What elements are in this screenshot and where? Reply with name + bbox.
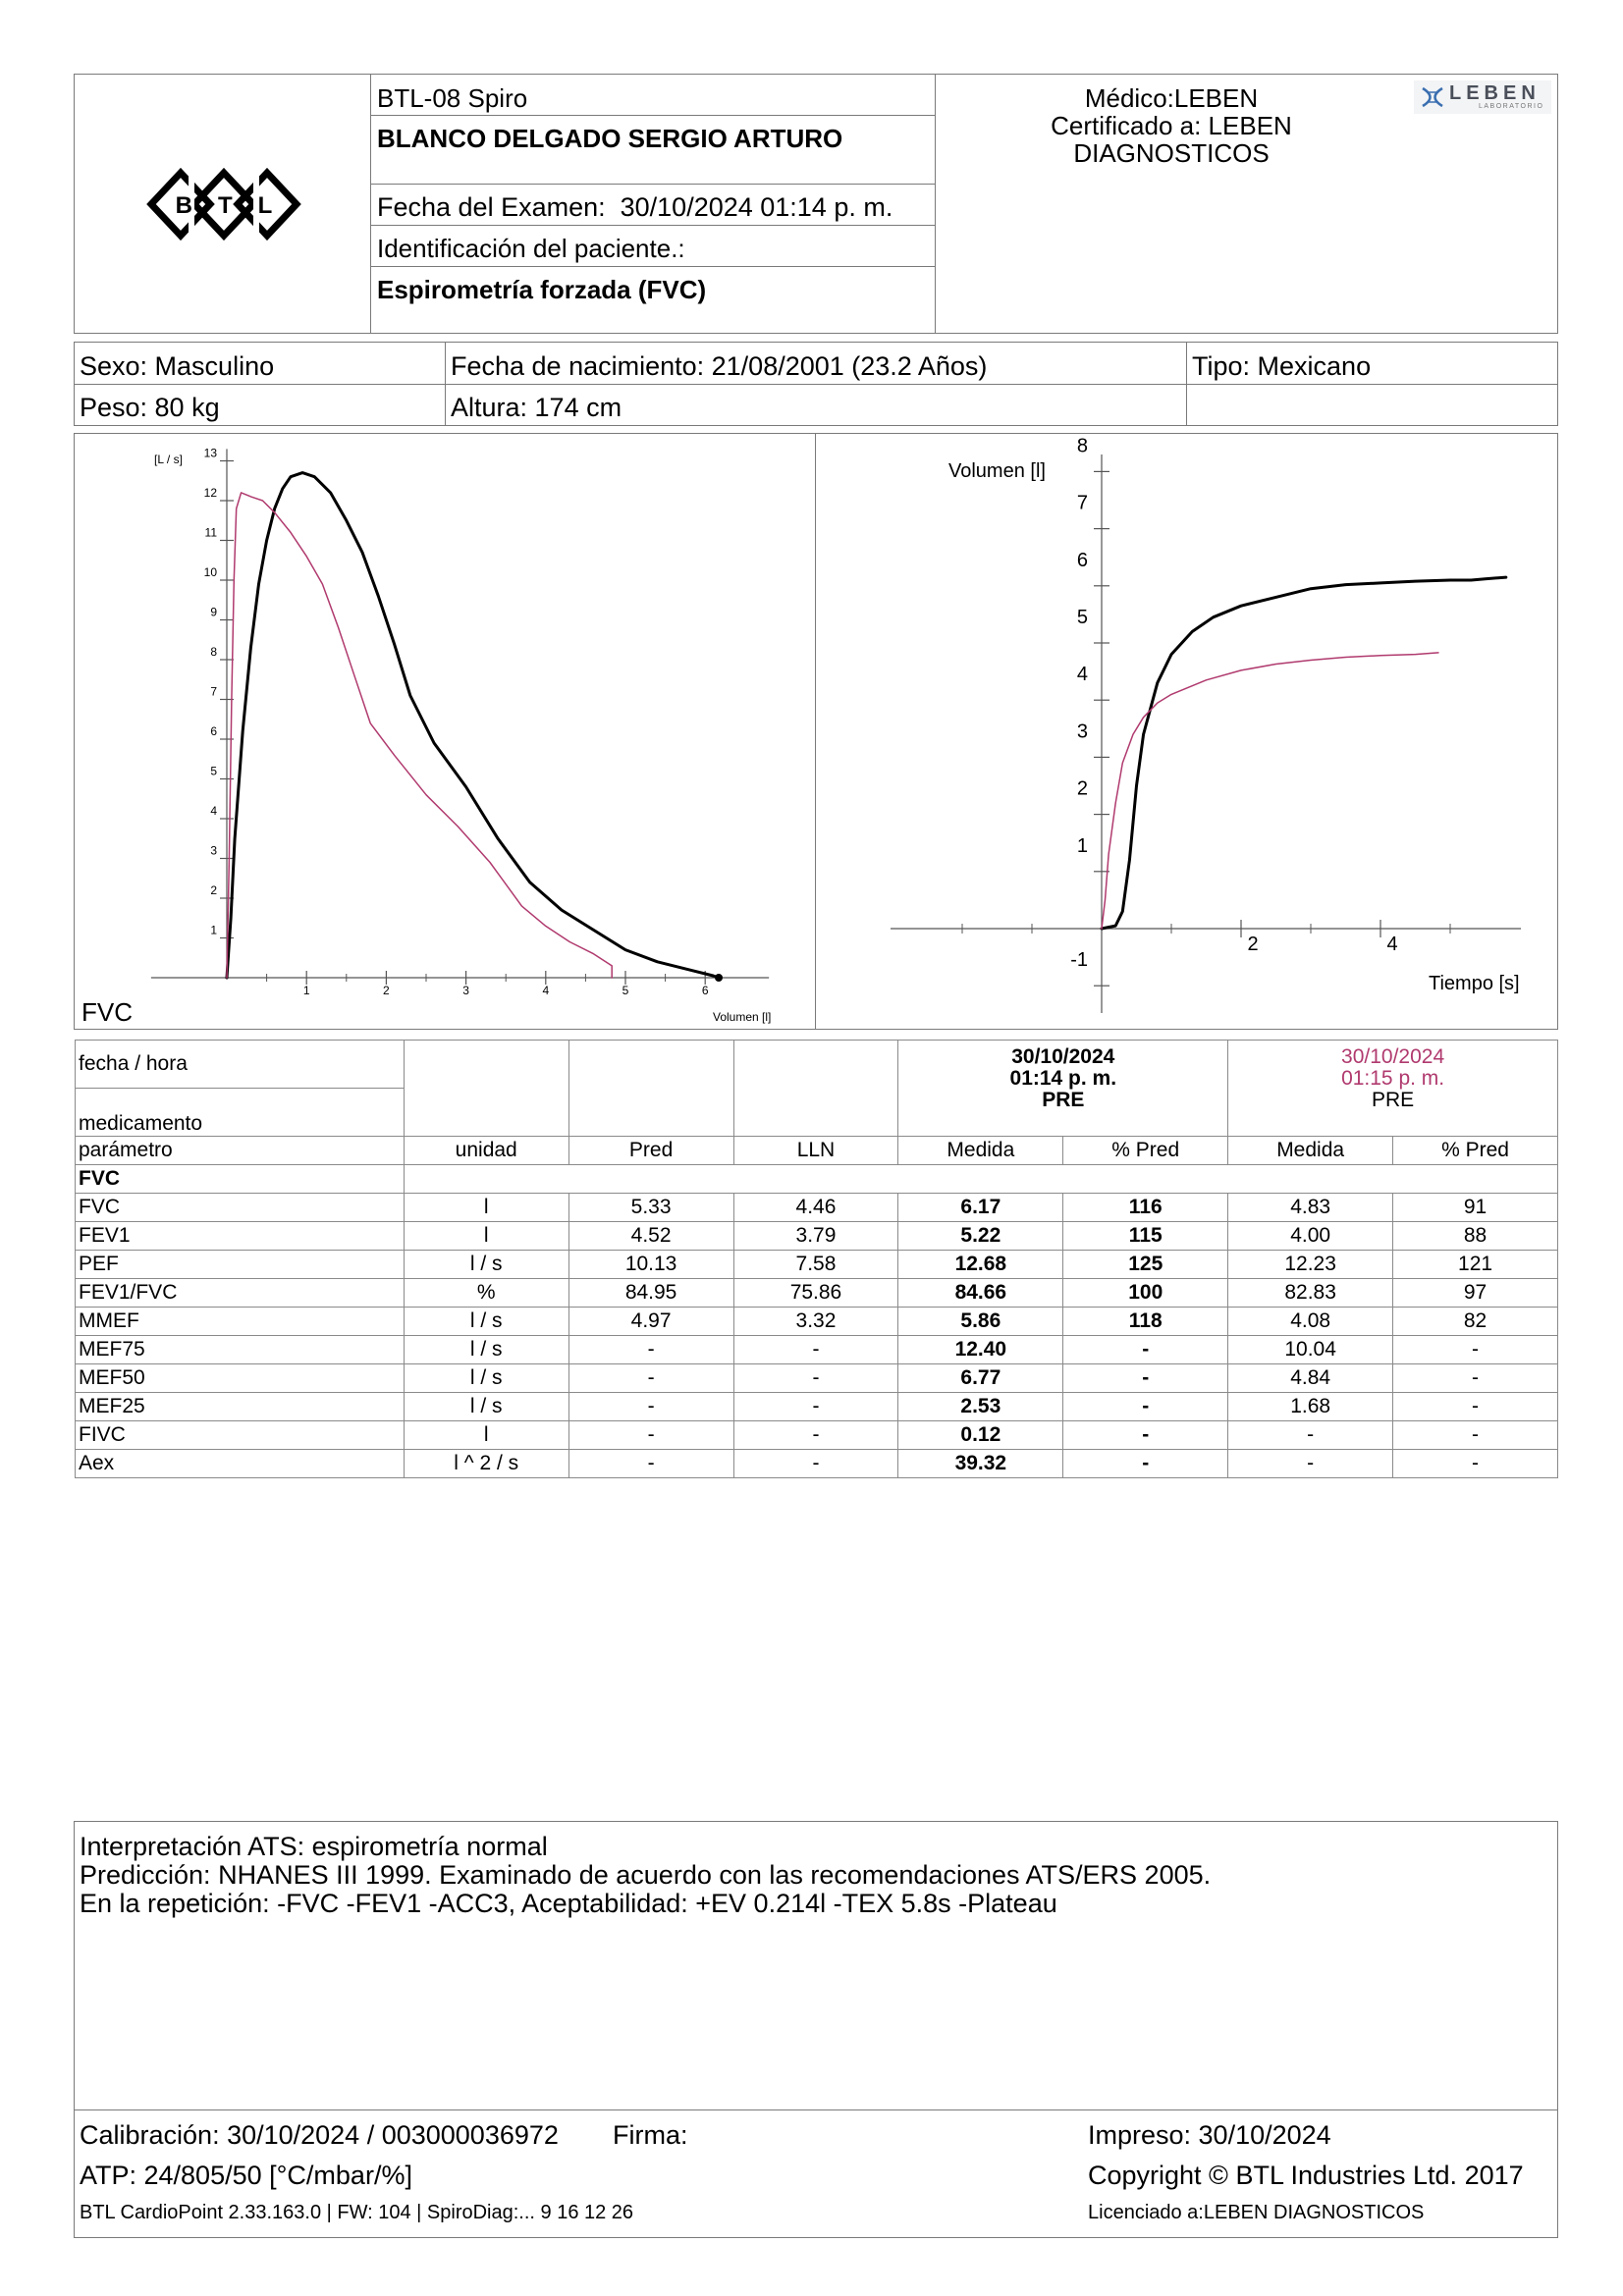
row-param: PEF [76, 1251, 405, 1279]
fv-x-tick-label: 5 [622, 984, 629, 997]
vt-y-unit: Volumen [l] [948, 460, 1046, 482]
col-lln: LLN [733, 1137, 898, 1165]
btl-logo-text: BTL [175, 192, 298, 219]
medicamento-label: medicamento [76, 1089, 405, 1137]
interpretation-line2: Predicción: NHANES III 1999. Examinado de acuerdo con las recomendaciones ATS/ERS 2005. [80, 1860, 1212, 1890]
printed-date: Impreso: 30/10/2024 [1088, 2120, 1331, 2150]
patient-type: Tipo: Mexicano [1192, 351, 1372, 381]
patient-birth: Fecha de nacimiento: 21/08/2001 (23.2 Años) [451, 351, 988, 381]
row-medida-2: - [1228, 1421, 1393, 1450]
trial2-date: 30/10/2024 [1341, 1045, 1445, 1068]
signature-label: Firma: [613, 2120, 688, 2150]
row-pred: 4.52 [568, 1222, 733, 1251]
certified-line2: DIAGNOSTICOS [1073, 138, 1270, 168]
vt-series-2 [1102, 653, 1438, 929]
row-lln: - [733, 1364, 898, 1393]
table-row [76, 1222, 1558, 1251]
row-pred: - [568, 1336, 733, 1364]
row-pct-1: - [1063, 1364, 1228, 1393]
trial1-tag: PRE [1042, 1089, 1085, 1111]
row-pct-1: 125 [1063, 1251, 1228, 1279]
fv-y-tick-label: 7 [210, 684, 217, 699]
row-pred: - [568, 1364, 733, 1393]
row-medida-1: 5.22 [898, 1222, 1063, 1251]
vt-y-tick-label: -1 [1070, 949, 1088, 972]
row-unit: l / s [404, 1308, 568, 1336]
row-pct-1: - [1063, 1336, 1228, 1364]
results-table [75, 1040, 1558, 1478]
table-row [76, 1251, 1558, 1279]
table-row [76, 1421, 1558, 1450]
row-pct-2: 82 [1393, 1308, 1558, 1336]
col-pred: Pred [568, 1137, 733, 1165]
fecha-hora-label: fecha / hora [76, 1041, 405, 1089]
fv-x-unit: Volumen [l] [713, 1010, 772, 1024]
row-pct-2: 88 [1393, 1222, 1558, 1251]
row-pct-2: 91 [1393, 1194, 1558, 1222]
vt-y-tick-label: 4 [1076, 664, 1088, 686]
row-lln: 4.46 [733, 1194, 898, 1222]
vt-y-tick-label: 5 [1076, 607, 1088, 628]
patient-height: Altura: 174 cm [451, 393, 622, 422]
patient-name: BLANCO DELGADO SERGIO ARTURO [377, 124, 843, 153]
row-lln: - [733, 1336, 898, 1364]
row-medida-1: 12.68 [898, 1251, 1063, 1279]
vt-x-tick-label: 4 [1386, 934, 1398, 955]
vt-y-tick-label: 8 [1076, 435, 1088, 457]
fv-y-tick-label: 1 [210, 923, 217, 937]
table-row [76, 1336, 1558, 1364]
row-pct-2: - [1393, 1364, 1558, 1393]
table-row [76, 1308, 1558, 1336]
row-medida-2: 10.04 [1228, 1336, 1393, 1364]
row-lln: - [733, 1393, 898, 1421]
vt-x-tick-label: 2 [1247, 934, 1259, 955]
col-medida-1: Medida [898, 1137, 1063, 1165]
fv-x-tick-label: 6 [701, 984, 709, 997]
vt-y-tick-label: 3 [1076, 721, 1088, 743]
vt-y-tick-label: 7 [1076, 492, 1088, 514]
row-pct-1: - [1063, 1421, 1228, 1450]
fv-y-tick-label: 2 [210, 883, 217, 897]
parametro-header: parámetro [76, 1137, 405, 1165]
row-pct-1: - [1063, 1393, 1228, 1421]
row-pct-2: - [1393, 1450, 1558, 1478]
leben-logo-text: LEBEN [1449, 82, 1541, 104]
table-row [76, 1194, 1558, 1222]
row-medida-1: 2.53 [898, 1393, 1063, 1421]
row-pct-2: - [1393, 1336, 1558, 1364]
row-medida-1: 6.17 [898, 1194, 1063, 1222]
row-pct-2: 121 [1393, 1251, 1558, 1279]
fv-y-tick-label: 13 [203, 446, 217, 460]
section-fvc: FVC [76, 1165, 405, 1194]
trial1-time: 01:14 p. m. [1009, 1067, 1117, 1090]
row-lln: - [733, 1450, 898, 1478]
row-medida-2: 4.83 [1228, 1194, 1393, 1222]
fv-y-tick-label: 10 [203, 565, 217, 579]
col-pct-pred-1: % Pred [1063, 1137, 1228, 1165]
trial1-date: 30/10/2024 [1011, 1045, 1115, 1068]
row-pct-2: - [1393, 1393, 1558, 1421]
row-pct-1: 118 [1063, 1308, 1228, 1336]
device-name: BTL-08 Spiro [377, 83, 528, 113]
row-medida-1: 6.77 [898, 1364, 1063, 1393]
row-unit: l [404, 1222, 568, 1251]
row-medida-2: 12.23 [1228, 1251, 1393, 1279]
fv-x-tick-label: 4 [542, 984, 550, 997]
row-medida-1: 0.12 [898, 1421, 1063, 1450]
table-row [76, 1364, 1558, 1393]
row-pct-1: 100 [1063, 1279, 1228, 1308]
fv-x-tick-label: 2 [383, 984, 390, 997]
interpretation-line3: En la repetición: -FVC -FEV1 -ACC3, Aceptabilidad: +EV 0.214l -TEX 5.8s -Plateau [80, 1889, 1057, 1918]
vt-series-1 [1102, 577, 1506, 929]
row-lln: 7.58 [733, 1251, 898, 1279]
row-pct-1: 115 [1063, 1222, 1228, 1251]
row-param: Aex [76, 1450, 405, 1478]
col-pct-pred-2: % Pred [1393, 1137, 1558, 1165]
row-unit: l / s [404, 1251, 568, 1279]
row-pred: 84.95 [568, 1279, 733, 1308]
row-pred: - [568, 1450, 733, 1478]
row-medida-1: 12.40 [898, 1336, 1063, 1364]
row-pct-1: 116 [1063, 1194, 1228, 1222]
row-param: MMEF [76, 1308, 405, 1336]
fv-y-tick-label: 4 [210, 804, 217, 818]
patient-weight: Peso: 80 kg [80, 393, 220, 422]
trial2-tag: PRE [1372, 1089, 1415, 1111]
row-lln: 3.32 [733, 1308, 898, 1336]
fv-y-tick-label: 5 [210, 764, 217, 778]
row-lln: - [733, 1421, 898, 1450]
row-medida-2: 4.00 [1228, 1222, 1393, 1251]
row-medida-2: 4.84 [1228, 1364, 1393, 1393]
row-medida-2: 82.83 [1228, 1279, 1393, 1308]
patient-id-label: Identificación del paciente.: [377, 234, 685, 263]
row-pred: 10.13 [568, 1251, 733, 1279]
atp-info: ATP: 24/805/50 [°C/mbar/%] [80, 2161, 412, 2190]
row-param: MEF75 [76, 1336, 405, 1364]
fv-y-tick-label: 8 [210, 645, 217, 659]
row-medida-1: 84.66 [898, 1279, 1063, 1308]
row-param: FVC [76, 1194, 405, 1222]
table-row [76, 1393, 1558, 1421]
fv-y-tick-label: 3 [210, 843, 217, 858]
fv-y-tick-label: 12 [203, 486, 217, 500]
table-row [76, 1450, 1558, 1478]
certified-line1: Certificado a: LEBEN [1051, 111, 1292, 140]
table-row [76, 1279, 1558, 1308]
trial2-time: 01:15 p. m. [1341, 1067, 1445, 1090]
row-unit: l / s [404, 1336, 568, 1364]
doctor: Médico:LEBEN [1084, 83, 1259, 113]
row-unit: l [404, 1421, 568, 1450]
row-medida-2: 4.08 [1228, 1308, 1393, 1336]
fv-y-unit: [L / s] [154, 453, 183, 466]
row-unit: l / s [404, 1393, 568, 1421]
row-medida-1: 5.86 [898, 1308, 1063, 1336]
fv-y-tick-label: 6 [210, 724, 217, 738]
interpretation-line1: Interpretación ATS: espirometría normal [80, 1832, 548, 1861]
row-unit: l ^ 2 / s [404, 1450, 568, 1478]
row-param: FIVC [76, 1421, 405, 1450]
exam-date: Fecha del Examen: 30/10/2024 01:14 p. m. [377, 192, 893, 222]
row-medida-2: 1.68 [1228, 1393, 1393, 1421]
fv-y-tick-label: 9 [210, 605, 217, 619]
row-param: FEV1 [76, 1222, 405, 1251]
row-pct-1: - [1063, 1450, 1228, 1478]
volume-time-chart [0, 0, 1561, 1031]
leben-logo-sub: LABORATORIO [1479, 103, 1544, 110]
row-pct-2: 97 [1393, 1279, 1558, 1308]
row-pred: 5.33 [568, 1194, 733, 1222]
row-unit: l [404, 1194, 568, 1222]
fv-label: FVC [81, 997, 133, 1027]
row-param: MEF50 [76, 1364, 405, 1393]
row-pred: 4.97 [568, 1308, 733, 1336]
patient-sex: Sexo: Masculino [80, 351, 275, 381]
trial1-header [898, 1041, 1228, 1137]
calibration: Calibración: 30/10/2024 / 003000036972 [80, 2120, 559, 2150]
col-medida-2: Medida [1228, 1137, 1393, 1165]
vt-y-tick-label: 1 [1076, 834, 1088, 857]
row-param: FEV1/FVC [76, 1279, 405, 1308]
trial2-header [1228, 1041, 1558, 1137]
row-pred: - [568, 1421, 733, 1450]
fv-y-tick-label: 11 [204, 525, 217, 540]
row-unit: % [404, 1279, 568, 1308]
fv-x-tick-label: 3 [462, 984, 469, 997]
col-unidad: unidad [404, 1137, 568, 1165]
vt-y-tick-label: 6 [1076, 549, 1088, 571]
row-param: MEF25 [76, 1393, 405, 1421]
copyright: Copyright © BTL Industries Ltd. 2017 [1088, 2161, 1524, 2190]
row-medida-1: 39.32 [898, 1450, 1063, 1478]
licensed-to: Licenciado a:LEBEN DIAGNOSTICOS [1088, 2202, 1425, 2223]
row-pred: - [568, 1393, 733, 1421]
row-unit: l / s [404, 1364, 568, 1393]
vt-y-tick-label: 2 [1076, 777, 1088, 800]
row-medida-2: - [1228, 1450, 1393, 1478]
fv-x-tick-label: 1 [302, 984, 310, 997]
vt-x-unit: Tiempo [s] [1429, 973, 1520, 994]
row-lln: 3.79 [733, 1222, 898, 1251]
exam-type: Espirometría forzada (FVC) [377, 275, 707, 304]
row-pct-2: - [1393, 1421, 1558, 1450]
row-lln: 75.86 [733, 1279, 898, 1308]
software-info: BTL CardioPoint 2.33.163.0 | FW: 104 | SpiroDiag:... 9 16 12 26 [80, 2202, 634, 2223]
